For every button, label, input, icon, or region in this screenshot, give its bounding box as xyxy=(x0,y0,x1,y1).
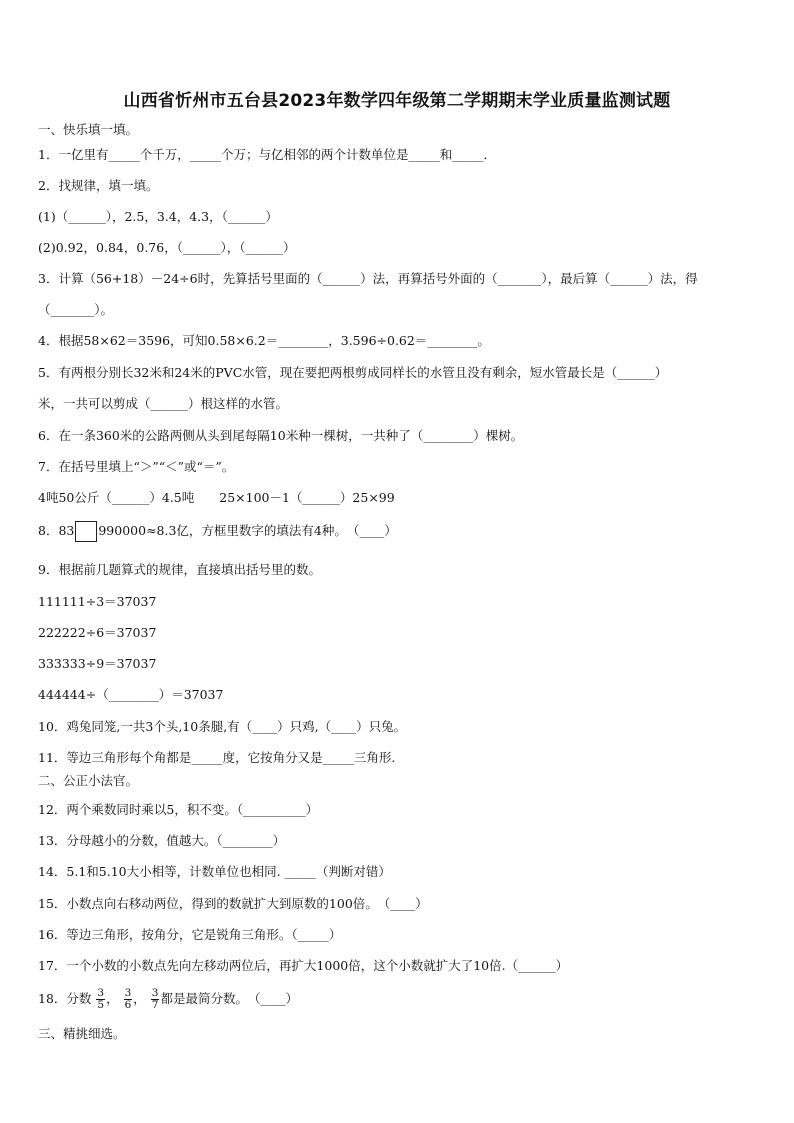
question-7: 7．在括号里填上“＞”“＜”或“＝”。 xyxy=(38,459,235,474)
question-6: 6．在一条360米的公路两侧从头到尾每隔10米种一棵树，一共种了（________）棵树。 xyxy=(38,428,524,443)
question-15: 15．小数点向右移动两位，得到的数就扩大到原数的100倍。 （____） xyxy=(38,896,428,911)
question-10: 10．鸡兔同笼,一共3个头,10条腿,有（____）只鸡,（____）只兔。 xyxy=(38,719,407,734)
question-2-part-2: (2)0.92，0.84，0.76，（______），（______） xyxy=(38,240,296,255)
equation-2: 222222÷6＝37037 xyxy=(38,625,157,640)
fraction-3: $\frac{3}{7}$ xyxy=(151,987,159,1011)
question-8-prefix: 8．83 xyxy=(38,523,75,538)
question-12: 12．两个乘数同时乘以5，积不变。（__________） xyxy=(38,802,319,817)
equation-4: 444444÷（________）＝37037 xyxy=(38,687,224,702)
question-18-prefix: 18．分数 xyxy=(38,991,92,1006)
question-18: 18．分数 $\frac{3}{5}$ ， $\frac{3}{6}$ ， $\frac{3}{7}$ 都是最简分数。 （____） xyxy=(38,987,298,1011)
question-2: 2．找规律，填一填。 xyxy=(38,178,159,193)
question-5-line-2: 米，一共可以剪成（______）根这样的水管。 xyxy=(38,396,289,411)
question-9: 9．根据前几题算式的规律，直接填出括号里的数。 xyxy=(38,562,321,577)
question-14: 14．5.1和5.10大小相等，计数单位也相同. _____（判断对错） xyxy=(38,864,391,879)
question-8-suffix: 990000≈8.3亿，方框里数字的填法有4种。 （____） xyxy=(98,523,397,538)
equation-1: 111111÷3＝37037 xyxy=(38,594,157,609)
section-heading-2: 二、公正小法官。 xyxy=(38,773,139,788)
section-heading-1: 一、快乐填一填。 xyxy=(38,122,139,137)
question-3-line-1: 3．计算（56+18）－24÷6时，先算括号里面的（______）法，再算括号外面的（_______），最后算（______）法，得 xyxy=(38,271,698,286)
page-title: 山西省忻州市五台县2023年数学四年级第二学期期末学业质量监测试题 xyxy=(123,91,671,111)
question-13: 13．分母越小的分数，值越大。（________） xyxy=(38,833,286,848)
equation-3: 333333÷9＝37037 xyxy=(38,656,157,671)
question-18-suffix: 都是最简分数。 （____） xyxy=(160,991,298,1006)
question-1: 1．一亿里有_____个千万，_____个万；与亿相邻的两个计数单位是_____和_____． xyxy=(38,147,496,162)
question-7-items: 4吨50公斤（______）4.5吨 25×100－1（______）25×99 xyxy=(38,490,395,505)
question-16: 16．等边三角形，按角分，它是锐角三角形。（_____） xyxy=(38,927,342,942)
question-17: 17．一个小数的小数点先向左移动两位后，再扩大1000倍，这个小数就扩大了10倍.（______） xyxy=(38,958,569,973)
section-heading-3: 三、精挑细选。 xyxy=(38,1026,126,1041)
question-3-line-2: （_______）。 xyxy=(38,302,114,317)
question-5-line-1: 5．有两根分别长32米和24米的PVC水管，现在要把两根剪成同样长的水管且没有剩余，短水管最长是（______） xyxy=(38,365,668,380)
digit-box xyxy=(75,521,97,542)
question-11: 11．等边三角形每个角都是_____度，它按角分又是_____三角形. xyxy=(38,750,396,765)
fraction-1: $\frac{3}{5}$ xyxy=(97,987,105,1011)
fraction-2: $\frac{3}{6}$ xyxy=(124,987,132,1011)
question-8 xyxy=(38,521,397,542)
question-2-part-1: (1)（______），2.5，3.4，4.3，（______） xyxy=(38,209,278,224)
question-4: 4．根据58×62＝3596，可知0.58×6.2＝________，3.596÷0.62＝________。 xyxy=(38,333,490,348)
